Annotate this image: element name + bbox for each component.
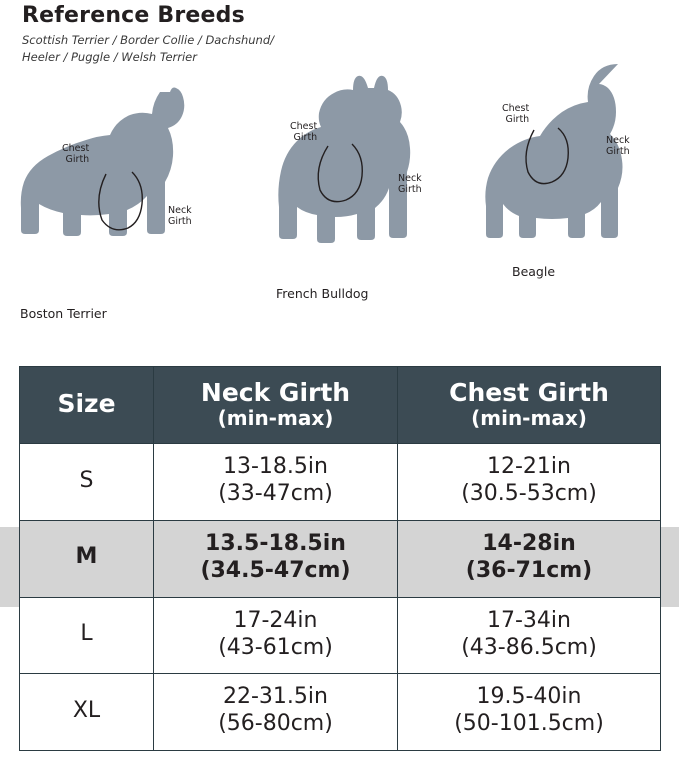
row-size-l: L <box>20 597 154 674</box>
beagle-silhouette <box>450 62 670 252</box>
breed-list-line-2: Heeler / Puggle / Welsh Terrier <box>22 49 197 64</box>
row-l-chest: 17-34in (43-86.5cm) <box>398 597 661 674</box>
row-s-neck: 13-18.5in (33-47cm) <box>154 444 398 521</box>
row-size-xl: XL <box>20 674 154 751</box>
header-neck-girth <box>154 367 398 444</box>
boston-terrier-chest-label: Chest Girth <box>62 143 90 165</box>
beagle-chest-label: Chest Girth <box>502 103 530 125</box>
header-chest-girth-sub: (min-max) <box>471 406 587 430</box>
french-bulldog-silhouette <box>250 68 440 268</box>
table-row-selected <box>20 521 661 598</box>
table-row <box>20 674 661 751</box>
row-size-s: S <box>20 444 154 521</box>
breed-illustrations <box>0 68 679 334</box>
row-l-neck: 17-24in (43-61cm) <box>154 597 398 674</box>
illustration-boston-terrier <box>10 78 230 321</box>
boston-terrier-caption: Boston Terrier <box>20 306 107 321</box>
table-row <box>20 597 661 674</box>
french-bulldog-neck-label: Neck Girth <box>398 173 422 195</box>
illustration-beagle <box>450 62 670 279</box>
header-chest-girth <box>398 367 661 444</box>
beagle-neck-label: Neck Girth <box>606 135 630 157</box>
row-xl-neck: 22-31.5in (56-80cm) <box>154 674 398 751</box>
row-xl-chest: 19.5-40in (50-101.5cm) <box>398 674 661 751</box>
table-row <box>20 444 661 521</box>
header-neck-girth-main: Neck Girth <box>200 378 351 407</box>
row-size-m: M <box>20 521 154 598</box>
row-m-neck: 13.5-18.5in (34.5-47cm) <box>154 521 398 598</box>
row-s-chest: 12-21in (30.5-53cm) <box>398 444 661 521</box>
boston-terrier-neck-label: Neck Girth <box>168 205 192 227</box>
header-chest-girth-main: Chest Girth <box>449 378 609 407</box>
size-table-head <box>20 367 661 444</box>
breed-list <box>22 32 642 65</box>
size-table-body <box>20 444 661 751</box>
boston-terrier-silhouette <box>10 78 230 268</box>
header-neck-girth-sub: (min-max) <box>217 406 334 430</box>
row-m-chest: 14-28in (36-71cm) <box>398 521 661 598</box>
french-bulldog-chest-label: Chest Girth <box>290 121 318 143</box>
size-table <box>19 366 661 751</box>
french-bulldog-caption: French Bulldog <box>276 286 369 301</box>
page-title: Reference Breeds <box>22 3 245 28</box>
header <box>22 4 642 66</box>
breed-list-line-1: Scottish Terrier / Border Collie / Dachshund/ <box>22 33 274 48</box>
header-size: Size <box>20 367 154 444</box>
illustration-french-bulldog <box>250 68 440 301</box>
table-header-row <box>20 367 661 444</box>
beagle-caption: Beagle <box>512 264 556 279</box>
